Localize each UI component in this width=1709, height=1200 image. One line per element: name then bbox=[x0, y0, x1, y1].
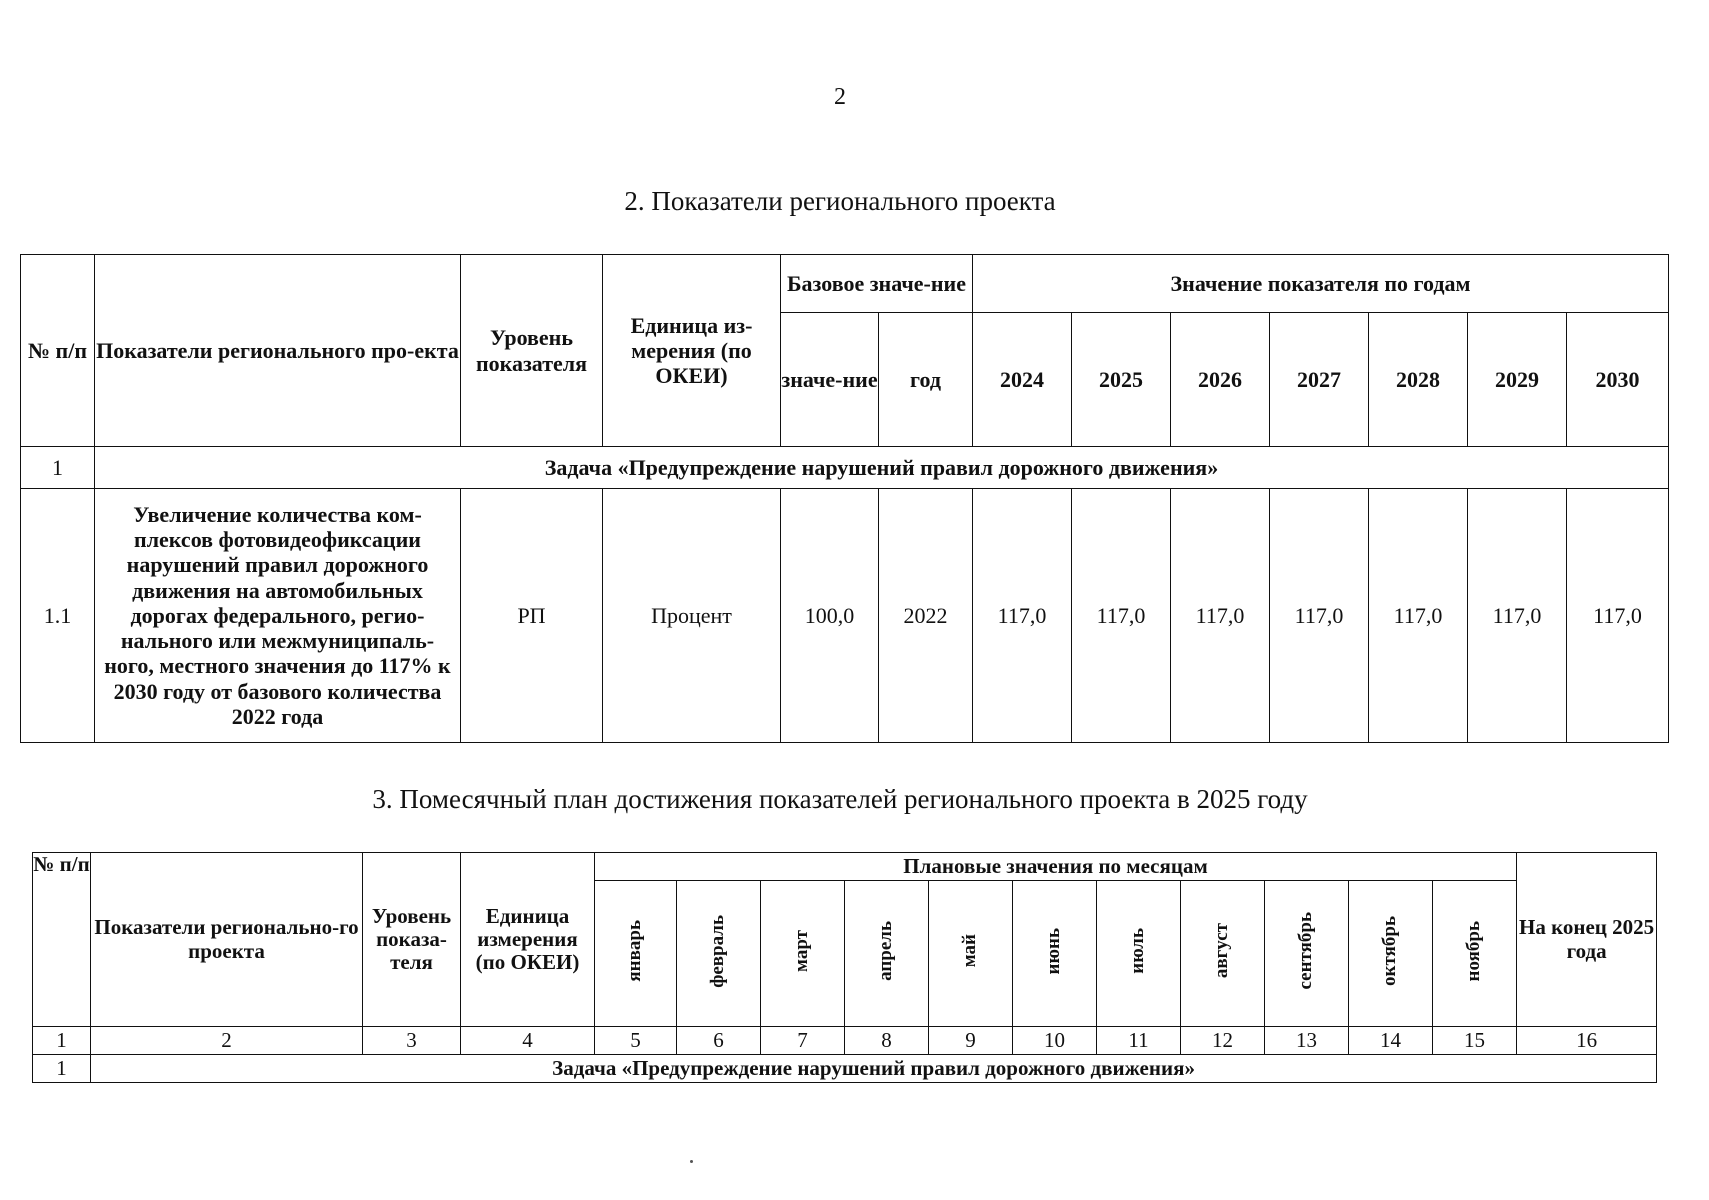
header-month-cell bbox=[929, 881, 1013, 1027]
row-base-value: 100,0 bbox=[781, 489, 879, 743]
row-value: 117,0 bbox=[1270, 489, 1369, 743]
row-value: 117,0 bbox=[1567, 489, 1669, 743]
header-unit: Единица измерения (по ОКЕИ) bbox=[461, 853, 595, 1027]
header-monthly: Плановые значения по месяцам bbox=[595, 853, 1517, 881]
header-year: 2030 bbox=[1567, 313, 1669, 447]
page-number: 2 bbox=[834, 84, 846, 110]
column-number: 5 bbox=[595, 1027, 677, 1055]
column-number: 14 bbox=[1349, 1027, 1433, 1055]
row-value: 117,0 bbox=[1072, 489, 1171, 743]
header-month: август bbox=[1211, 923, 1233, 979]
header-month-cell bbox=[677, 881, 761, 1027]
column-number: 12 bbox=[1181, 1027, 1265, 1055]
header-num: № п/п bbox=[21, 255, 95, 447]
header-month: февраль bbox=[707, 914, 729, 988]
column-number: 1 bbox=[33, 1027, 91, 1055]
header-month: январь bbox=[624, 920, 646, 982]
row-value: 117,0 bbox=[973, 489, 1072, 743]
column-number: 4 bbox=[461, 1027, 595, 1055]
column-number: 9 bbox=[929, 1027, 1013, 1055]
row-level: РП bbox=[461, 489, 603, 743]
header-month: октябрь bbox=[1379, 915, 1401, 986]
header-unit: Единица из-мерения (по ОКЕИ) bbox=[603, 255, 781, 447]
header-month-cell bbox=[1013, 881, 1097, 1027]
task-row bbox=[21, 447, 1669, 489]
header-base-year: год bbox=[879, 313, 973, 447]
monthly-plan-table bbox=[32, 852, 1657, 1083]
header-month: июль bbox=[1127, 928, 1149, 974]
header-level: Уровень показа-теля bbox=[363, 853, 461, 1027]
column-number: 16 bbox=[1517, 1027, 1657, 1055]
header-month: апрель bbox=[875, 921, 897, 981]
column-number: 2 bbox=[91, 1027, 363, 1055]
task-num: 1 bbox=[33, 1055, 91, 1083]
task-label: Задача «Предупреждение нарушений правил дорожного движения» bbox=[95, 447, 1669, 489]
column-number: 7 bbox=[761, 1027, 845, 1055]
column-number: 11 bbox=[1097, 1027, 1181, 1055]
header-year: 2026 bbox=[1171, 313, 1270, 447]
header-month-cell bbox=[595, 881, 677, 1027]
column-number: 13 bbox=[1265, 1027, 1349, 1055]
header-month-cell bbox=[1181, 881, 1265, 1027]
header-base: Базовое значе-ние bbox=[781, 255, 973, 313]
header-month-cell bbox=[761, 881, 845, 1027]
row-unit: Процент bbox=[603, 489, 781, 743]
section-3-title: 3. Помесячный план достижения показателей регионального проекта в 2025 году bbox=[372, 784, 1308, 814]
column-number: 6 bbox=[677, 1027, 761, 1055]
indicators-table bbox=[20, 254, 1669, 743]
task-label: Задача «Предупреждение нарушений правил дорожного движения» bbox=[91, 1055, 1657, 1083]
column-number: 10 bbox=[1013, 1027, 1097, 1055]
header-month-cell bbox=[1349, 881, 1433, 1027]
column-number: 3 bbox=[363, 1027, 461, 1055]
header-year: 2029 bbox=[1468, 313, 1567, 447]
column-number: 15 bbox=[1433, 1027, 1517, 1055]
header-indicator: Показатели регионально-го проекта bbox=[91, 853, 363, 1027]
section-2-title: 2. Показатели регионального проекта bbox=[624, 186, 1056, 216]
task-num: 1 bbox=[21, 447, 95, 489]
header-month: сентябрь bbox=[1295, 912, 1317, 990]
task-row bbox=[33, 1055, 1657, 1083]
header-end-of-year: На конец 2025 года bbox=[1517, 853, 1657, 1027]
header-num: № п/п bbox=[33, 853, 91, 1027]
header-year: 2028 bbox=[1369, 313, 1468, 447]
row-indicator: Увеличение количества ком-плексов фотовидеофиксации нарушений правил дорожного движения на автомобильных дорогах федерального, регио-нального или межмуниципаль-ного, местного значения до 117% к 2030 году от базового количества 2022 года bbox=[95, 489, 461, 743]
header-month: июнь bbox=[1043, 927, 1065, 975]
header-year: 2025 bbox=[1072, 313, 1171, 447]
header-level: Уровень показателя bbox=[461, 255, 603, 447]
header-month-cell bbox=[1097, 881, 1181, 1027]
row-base-year: 2022 bbox=[879, 489, 973, 743]
header-year: 2027 bbox=[1270, 313, 1369, 447]
header-month: май bbox=[959, 934, 981, 968]
table-row bbox=[21, 489, 1669, 743]
header-indicator: Показатели регионального про-екта bbox=[95, 255, 461, 447]
row-value: 117,0 bbox=[1171, 489, 1270, 743]
header-month-cell bbox=[845, 881, 929, 1027]
column-numbers-row bbox=[33, 1027, 1657, 1055]
header-month: март bbox=[791, 929, 813, 972]
header-month-cell bbox=[1433, 881, 1517, 1027]
header-month-cell bbox=[1265, 881, 1349, 1027]
row-value: 117,0 bbox=[1468, 489, 1567, 743]
row-value: 117,0 bbox=[1369, 489, 1468, 743]
header-by-years: Значение показателя по годам bbox=[973, 255, 1669, 313]
row-num: 1.1 bbox=[21, 489, 95, 743]
header-month: ноябрь bbox=[1463, 920, 1485, 982]
header-base-value: значе-ние bbox=[781, 313, 879, 447]
header-year: 2024 bbox=[973, 313, 1072, 447]
scan-dot bbox=[690, 1160, 693, 1163]
column-number: 8 bbox=[845, 1027, 929, 1055]
